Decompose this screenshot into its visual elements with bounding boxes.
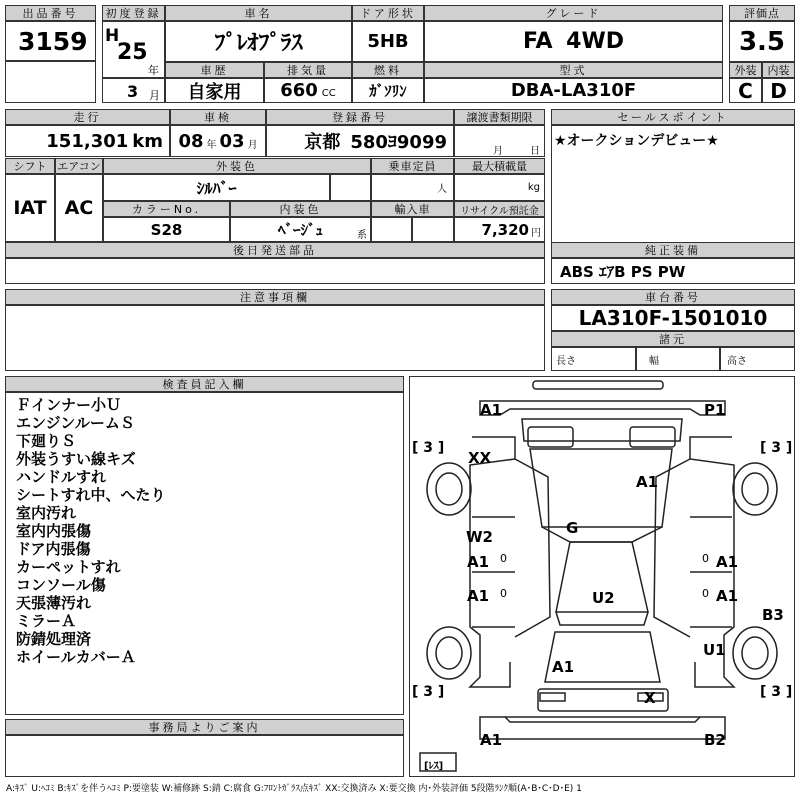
interior: [762, 78, 795, 103]
damage-rear-quarter-right: B3: [762, 606, 784, 624]
width-label: 幅: [649, 355, 659, 367]
height-label: 高さ: [727, 355, 747, 367]
damage-rear-gate: X: [644, 689, 656, 707]
equipment-value: ABS ｴｱB PS PW: [560, 262, 686, 281]
damage-rear-fender-right: U1: [703, 641, 726, 659]
inspection-label: 車検: [170, 109, 266, 125]
import-b: [412, 217, 454, 242]
insp-month: 03: [219, 130, 245, 152]
inspection: [170, 125, 266, 157]
damage-rear-door-left: A1: [467, 587, 490, 605]
chassis-label: 車台番号: [551, 289, 795, 305]
shift-value: IAT: [13, 197, 47, 219]
inspector-note: コンソール傷: [16, 576, 106, 594]
inspector-note: 外装うすい線キズ: [16, 450, 136, 468]
recycle-label: リサイクル預託金: [454, 201, 545, 217]
zero-mark-rr: 0: [702, 587, 709, 600]
door-label: ドア形状: [352, 5, 424, 21]
era: H: [105, 26, 120, 46]
ext-color-value: ｼﾙﾊﾞｰ: [196, 179, 237, 198]
notes: [5, 305, 545, 371]
history: [165, 78, 264, 103]
import-a: [371, 217, 412, 242]
later-parts: [5, 258, 545, 284]
insp-month-unit: 月: [247, 139, 258, 151]
history-value: 自家用: [187, 81, 242, 103]
int-color-value: ﾍﾞｰｼﾞｭ: [277, 221, 323, 239]
tire-fr: [ 3 ]: [760, 440, 793, 456]
notes-label: 注意事項欄: [5, 289, 545, 305]
inspector-note: 下廻りＳ: [16, 432, 77, 450]
score-label: 評価点: [729, 5, 795, 21]
car-name: [165, 21, 352, 62]
first-reg-month: [102, 78, 165, 103]
damage-front-door-left: A1: [467, 553, 490, 571]
later-parts-label: 後日発送部品: [5, 242, 545, 258]
car-outline: [410, 377, 793, 775]
lot-no-blank: [5, 61, 96, 103]
lot-no-value: 3159: [18, 26, 88, 56]
equipment-label: 純正装備: [551, 242, 795, 258]
inspector-note: 室内汚れ: [16, 504, 77, 522]
model: [424, 78, 723, 103]
damage-rear-glass: A1: [552, 658, 575, 676]
ac: [55, 174, 103, 242]
ext-color-code: [330, 174, 371, 201]
color-no-label: カラーNo.: [103, 201, 230, 217]
displacement-unit: CC: [321, 88, 336, 99]
max-load-unit: kg: [527, 182, 540, 193]
ac-value: AC: [64, 197, 94, 219]
damage-front-bumper-left: A1: [480, 401, 503, 419]
spare-tire: [ﾚｽ]: [424, 761, 444, 772]
insp-year: 08: [178, 130, 204, 152]
exterior-label: 外装: [729, 62, 762, 78]
damage-front-fender-left: XX: [468, 449, 492, 467]
inspector-note: ハンドルすれ: [16, 468, 107, 486]
inspector-note: ミラーＡ: [16, 612, 77, 630]
int-color-label: 内装色: [230, 201, 371, 217]
capacity: [371, 174, 454, 201]
damage-diagram: [409, 376, 795, 777]
inspector-label: 検査員記入欄: [5, 376, 404, 392]
lot-no-label: 出品番号: [5, 5, 96, 21]
car-name-value: ﾌﾟﾚｵﾌﾟﾗｽ: [214, 31, 303, 56]
specs-label: 諸元: [551, 331, 795, 347]
inspector-note: 室内内張傷: [16, 522, 92, 540]
chassis-value: LA310F-1501010: [578, 306, 768, 330]
plate: [266, 125, 454, 157]
transfer-label: 譲渡書類期限: [454, 109, 545, 125]
damage-rear-bumper-left: A1: [480, 731, 503, 749]
exterior-value: C: [738, 78, 753, 103]
lot-no: [5, 21, 96, 61]
inspector-note: カーペットすれ: [16, 558, 121, 576]
damage-windshield: G: [566, 519, 579, 537]
mileage-label: 走行: [5, 109, 170, 125]
inspector-notes: [5, 392, 404, 715]
score-value: 3.5: [738, 26, 786, 57]
color-no: [103, 217, 230, 242]
plate-region: 京都: [304, 132, 341, 153]
recycle-unit: 円: [531, 228, 541, 239]
history-label: 車歴: [165, 62, 264, 78]
shift: [5, 174, 55, 242]
damage-front-door-right: A1: [716, 553, 739, 571]
office-notes: [5, 735, 404, 777]
max-load: [454, 174, 545, 201]
ext-color: [103, 174, 330, 201]
mileage-unit: km: [132, 130, 163, 152]
shift-label: シフト: [5, 158, 55, 174]
tire-fl: [ 3 ]: [412, 440, 445, 456]
displacement: [264, 78, 352, 103]
capacity-unit: 人: [437, 184, 447, 195]
spec-length: [551, 347, 636, 371]
damage-front-door-left-w: W2: [466, 528, 493, 546]
interior-label: 内装: [762, 62, 795, 78]
door-value: 5HB: [367, 31, 409, 52]
interior-value: D: [770, 78, 787, 103]
fuel-label: 燃料: [352, 62, 424, 78]
inspector-note: ドア内張傷: [16, 540, 91, 558]
recycle: [454, 217, 545, 242]
zero-mark-rl: 0: [500, 587, 507, 600]
inspector-note: 天張薄汚れ: [16, 594, 92, 612]
transfer: [454, 125, 545, 157]
length-label: 長さ: [556, 355, 576, 367]
damage-roof: U2: [592, 589, 615, 607]
mileage: [5, 125, 170, 157]
month-unit: 月: [149, 89, 160, 102]
grade-value: FA 4WD: [522, 29, 625, 54]
equipment: [551, 258, 795, 284]
plate-label: 登録番号: [266, 109, 454, 125]
inspector-note: 防錆処理済: [16, 630, 92, 648]
color-no-value: S28: [150, 220, 183, 239]
recycle-value: 7,320: [481, 220, 529, 239]
office-label: 事務局よりご案内: [5, 719, 404, 735]
sales-point: [551, 125, 795, 243]
year: 25: [117, 40, 148, 65]
sales-point-label: セールスポイント: [551, 109, 795, 125]
import-label: 輸入車: [371, 201, 454, 217]
insp-year-unit: 年: [206, 139, 217, 151]
inspector-note: シートすれ中、へたり: [16, 486, 166, 504]
score: [729, 21, 795, 62]
max-load-label: 最大積載量: [454, 158, 545, 174]
int-color: [230, 217, 371, 242]
fuel: [352, 78, 424, 103]
damage-rear-bumper-right: B2: [704, 731, 726, 749]
zero-mark-fl: 0: [500, 552, 507, 565]
displacement-value: 660: [280, 80, 318, 101]
first-reg-label: 初度登録: [102, 5, 165, 21]
fuel-value: ｶﾞｿﾘﾝ: [369, 82, 407, 100]
month: 3: [127, 82, 139, 101]
int-color-unit: 系: [357, 230, 367, 241]
transfer-month: 月: [493, 146, 503, 157]
ext-color-label: 外装色: [103, 158, 371, 174]
grade-label: グレード: [424, 5, 723, 21]
damage-rear-door-right: A1: [716, 587, 739, 605]
car-name-label: 車名: [165, 5, 352, 21]
year-unit: 年: [148, 64, 159, 77]
damage-front-bumper-right: P1: [704, 401, 726, 419]
spec-width: [636, 347, 720, 371]
door: [352, 21, 424, 62]
model-value: DBA-LA310F: [510, 80, 637, 101]
damage-hood: A1: [636, 473, 659, 491]
damage-legend: A:ｷｽﾞ U:ﾍｺﾐ B:ｷｽﾞを伴うﾍｺﾐ P:要塗装 W:補修跡 S:錆 C:腐食 G:ﾌﾛﾝﾄｶﾞﾗｽ点ｷｽﾞ XX:交換済み X:要交換 内･外装評価 5段階ﾗﾝｸ順(A･B･C･D･E) 1: [6, 784, 582, 794]
mileage-value: 151,301: [46, 130, 129, 152]
tire-rl: [ 3 ]: [412, 684, 445, 700]
transfer-day: 日: [530, 146, 540, 157]
displacement-label: 排気量: [264, 62, 352, 78]
spec-height: [720, 347, 795, 371]
inspector-note: エンジンルームＳ: [16, 414, 135, 432]
inspector-note: ホイールカバーＡ: [16, 648, 136, 666]
first-reg-year: [102, 21, 165, 78]
capacity-label: 乗車定員: [371, 158, 454, 174]
tire-rr: [ 3 ]: [760, 684, 793, 700]
chassis: [551, 305, 795, 331]
sales-point-value: ★オークションデビュー★: [554, 133, 719, 149]
ac-label: エアコン: [55, 158, 103, 174]
grade: [424, 21, 723, 62]
plate-number: 580ﾖ9099: [350, 132, 447, 153]
exterior: [729, 78, 762, 103]
model-label: 型式: [424, 62, 723, 78]
zero-mark-fr: 0: [702, 552, 709, 565]
inspector-note: Ｆインナー小Ｕ: [16, 396, 122, 414]
